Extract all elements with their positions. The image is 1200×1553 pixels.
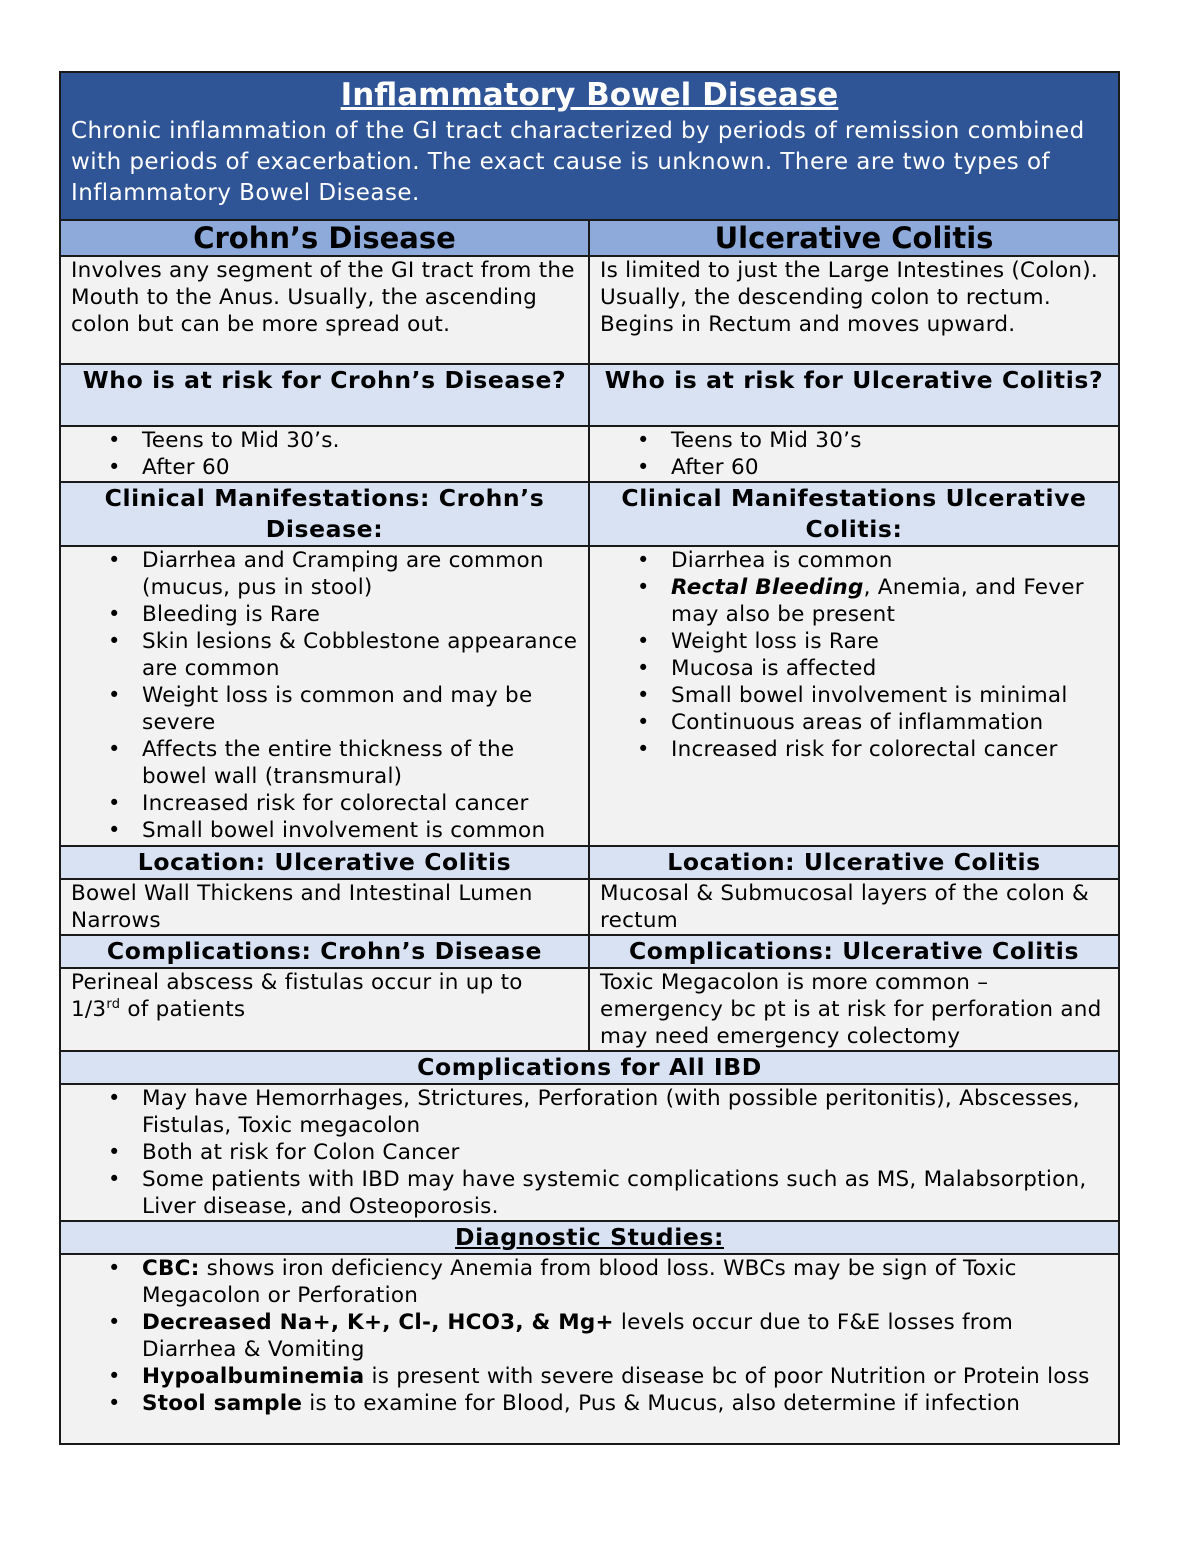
bullet-icon: • xyxy=(108,1364,121,1388)
list-item xyxy=(108,1363,1108,1390)
diagnostic-list-cell xyxy=(60,1254,1119,1444)
bullet-icon: • xyxy=(637,455,650,479)
list-item-text: Diarrhea and Cramping are common (mucus, pus in stool) xyxy=(142,548,544,600)
uc-location-heading: Location: Ulcerative Colitis xyxy=(589,846,1119,879)
ibd-table xyxy=(59,71,1120,1445)
bullet-icon: • xyxy=(108,1391,121,1415)
bullet-icon: • xyxy=(637,575,650,599)
list-item-text: Skin lesions & Cobblestone appearance are common xyxy=(142,629,578,681)
list-item-text: Mucosa is affected xyxy=(671,656,877,681)
list-item xyxy=(108,628,578,682)
bullet-icon: • xyxy=(637,683,650,707)
list-item xyxy=(108,1390,1108,1417)
emphasis-text: Stool sample xyxy=(142,1391,303,1416)
bullet-icon: • xyxy=(108,791,121,815)
bullet-icon: • xyxy=(637,737,650,761)
crohns-risk-list xyxy=(71,427,578,481)
all-ibd-list-cell xyxy=(60,1084,1119,1221)
list-item-text: Teens to Mid 30’s. xyxy=(142,428,340,453)
bullet-icon: • xyxy=(637,710,650,734)
list-item xyxy=(637,547,1108,574)
intro-text: Chronic inflammation of the GI tract characterized by periods of remission combined with periods of exacerbation. The exact cause is unknown. There are two types of Inflammatory Bowel Disease. xyxy=(71,118,1085,206)
diagnostic-list xyxy=(71,1255,1108,1417)
bullet-icon: • xyxy=(108,818,121,842)
crohns-cm-list xyxy=(71,547,578,844)
list-item xyxy=(108,454,578,481)
crohns-complications-text xyxy=(60,968,589,1051)
uc-risk-list xyxy=(600,427,1108,481)
emphasis-text: CBC: xyxy=(142,1256,200,1281)
page-title: Inflammatory Bowel Disease xyxy=(340,77,839,113)
uc-heading: Ulcerative Colitis xyxy=(589,220,1119,256)
list-item-text: Increased risk for colorectal cancer xyxy=(142,791,529,816)
list-item xyxy=(108,817,578,844)
list-item-text: Weight loss is common and may be severe xyxy=(142,683,533,735)
list-item xyxy=(108,1085,1108,1139)
bullet-icon: • xyxy=(637,629,650,653)
list-item xyxy=(637,628,1108,655)
bullet-icon: • xyxy=(108,602,121,626)
list-item-text: is to examine for Blood, Pus & Mucus, also determine if infection xyxy=(302,1391,1021,1416)
bullet-icon: • xyxy=(108,1086,121,1110)
crohns-risk-list-cell xyxy=(60,426,589,482)
bullet-icon: • xyxy=(637,656,650,680)
uc-location-text: Mucosal & Submucosal layers of the colon & rectum xyxy=(589,879,1119,935)
uc-complications-text: Toxic Megacolon is more common – emergency bc pt is at risk for perforation and may need emergency colectomy xyxy=(589,968,1119,1051)
bullet-icon: • xyxy=(108,629,121,653)
list-item-text: Some patients with IBD may have systemic complications such as MS, Malabsorption, Liver disease, and Osteoporosis. xyxy=(142,1167,1087,1219)
list-item xyxy=(108,1309,1108,1363)
list-item-text: Diarrhea is common xyxy=(671,548,893,573)
list-item xyxy=(637,574,1108,628)
list-item-text: Weight loss is Rare xyxy=(671,629,880,654)
list-item-text: Both at risk for Colon Cancer xyxy=(142,1140,460,1165)
crohns-cm-heading: Clinical Manifestations: Crohn’s Disease: xyxy=(60,482,589,546)
complication-text: Perineal abscess & fistulas occur in up to 1/3 xyxy=(71,970,523,1022)
crohns-location-text: Bowel Wall Thickens and Intestinal Lumen Narrows xyxy=(60,879,589,935)
list-item-text: Small bowel involvement is common xyxy=(142,818,546,843)
list-item xyxy=(108,736,578,790)
complication-text-tail: of patients xyxy=(120,997,246,1022)
crohns-location-heading: Location: Ulcerative Colitis xyxy=(60,846,589,879)
bullet-icon: • xyxy=(637,428,650,452)
list-item-text: Increased risk for colorectal cancer xyxy=(671,737,1058,762)
bullet-icon: • xyxy=(108,1140,121,1164)
crohns-risk-heading: Who is at risk for Crohn’s Disease? xyxy=(60,364,589,426)
list-item-text: , Anemia, and Fever may also be present xyxy=(671,575,1084,627)
list-item xyxy=(108,790,578,817)
crohns-complications-heading: Complications: Crohn’s Disease xyxy=(60,935,589,968)
emphasis-text: Hypoalbuminemia xyxy=(142,1364,365,1389)
list-item xyxy=(637,736,1108,763)
list-item xyxy=(637,709,1108,736)
bullet-icon: • xyxy=(108,1256,121,1280)
superscript: rd xyxy=(106,996,121,1012)
list-item-text: Affects the entire thickness of the bowel wall (transmural) xyxy=(142,737,515,789)
list-item-text: shows iron deficiency Anemia from blood loss. WBCs may be sign of Toxic Megacolon or Perforation xyxy=(142,1256,1017,1308)
bullet-icon: • xyxy=(108,1310,121,1334)
list-item xyxy=(637,427,1108,454)
uc-risk-list-cell xyxy=(589,426,1119,482)
crohns-heading: Crohn’s Disease xyxy=(60,220,589,256)
list-item xyxy=(108,1255,1108,1309)
list-item xyxy=(108,1139,1108,1166)
uc-definition: Is limited to just the Large Intestines (Colon). Usually, the descending colon to rectum. Begins in Rectum and moves upward. xyxy=(589,256,1119,364)
list-item xyxy=(108,427,578,454)
bullet-icon: • xyxy=(108,548,121,572)
list-item-text: Continuous areas of inflammation xyxy=(671,710,1044,735)
list-item xyxy=(637,655,1108,682)
bullet-icon: • xyxy=(108,455,121,479)
list-item xyxy=(108,601,578,628)
bullet-icon: • xyxy=(108,428,121,452)
crohns-cm-list-cell xyxy=(60,546,589,846)
emphasis-text: Decreased Na+, K+, Cl-, HCO3, & Mg+ xyxy=(142,1310,614,1335)
bullet-icon: • xyxy=(108,683,121,707)
list-item-text: is present with severe disease bc of poor Nutrition or Protein loss xyxy=(364,1364,1090,1389)
all-ibd-heading: Complications for All IBD xyxy=(60,1051,1119,1084)
crohns-definition: Involves any segment of the GI tract from the Mouth to the Anus. Usually, the ascending colon but can be more spread out. xyxy=(60,256,589,364)
uc-cm-list-cell xyxy=(589,546,1119,846)
uc-risk-heading: Who is at risk for Ulcerative Colitis? xyxy=(589,364,1119,426)
bullet-icon: • xyxy=(108,737,121,761)
diagnostic-heading: Diagnostic Studies: xyxy=(60,1221,1119,1254)
list-item-text: Teens to Mid 30’s xyxy=(671,428,862,453)
list-item xyxy=(108,682,578,736)
uc-complications-heading: Complications: Ulcerative Colitis xyxy=(589,935,1119,968)
list-item-text: Bleeding is Rare xyxy=(142,602,321,627)
title-cell xyxy=(60,72,1119,220)
list-item xyxy=(108,1166,1108,1220)
all-ibd-list xyxy=(71,1085,1108,1220)
uc-cm-list xyxy=(600,547,1108,763)
list-item xyxy=(637,682,1108,709)
emphasis-text: Rectal Bleeding xyxy=(671,575,864,600)
bullet-icon: • xyxy=(108,1167,121,1191)
uc-cm-heading: Clinical Manifestations Ulcerative Colitis: xyxy=(589,482,1119,546)
list-item-text: May have Hemorrhages, Strictures, Perforation (with possible peritonitis), Abscesses, Fistulas, Toxic megacolon xyxy=(142,1086,1080,1138)
list-item xyxy=(108,547,578,601)
list-item-text: Small bowel involvement is minimal xyxy=(671,683,1068,708)
list-item-text: After 60 xyxy=(142,455,230,480)
bullet-icon: • xyxy=(637,548,650,572)
list-item-text: After 60 xyxy=(671,455,759,480)
list-item-text: levels occur due to F&E losses from Diarrhea & Vomiting xyxy=(142,1310,1014,1362)
list-item xyxy=(637,454,1108,481)
